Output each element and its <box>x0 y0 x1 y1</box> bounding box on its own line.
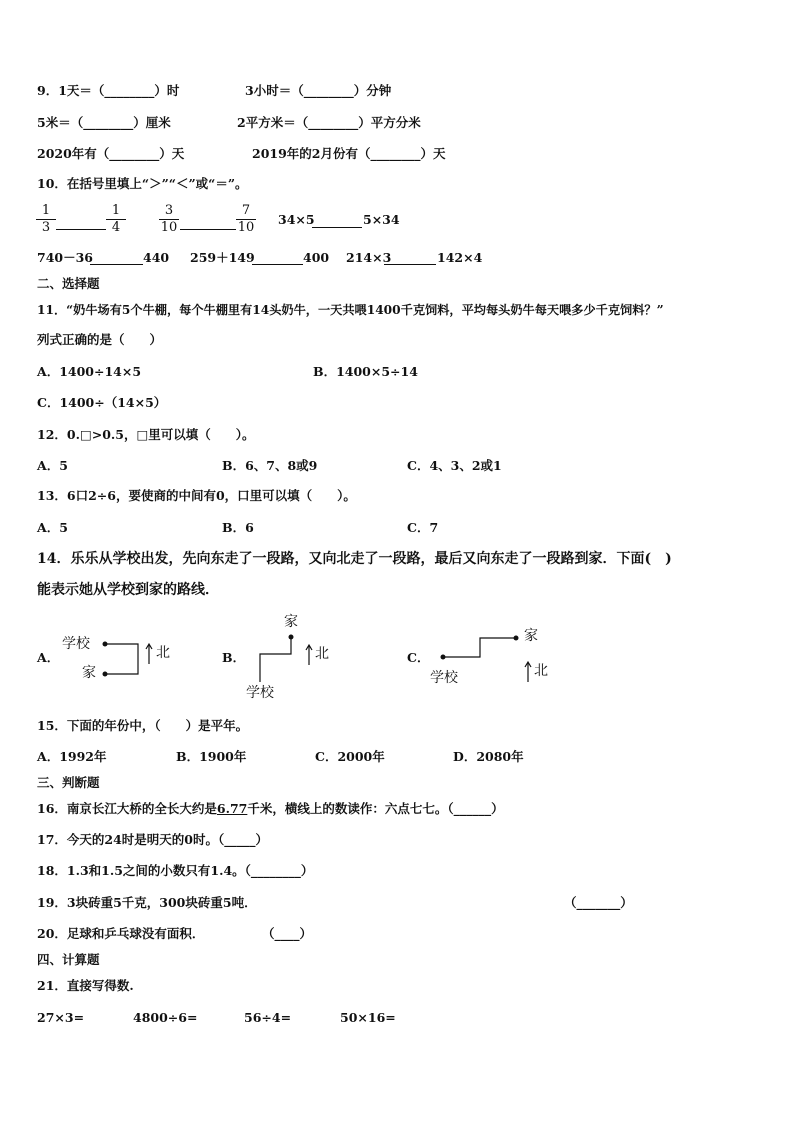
school-label: 学校 <box>430 670 458 686</box>
q11-option-b[interactable]: B．1400×5÷14 <box>313 364 418 379</box>
home-label: 家 <box>82 665 96 681</box>
fraction-1-3 <box>36 203 56 236</box>
fraction-denominator: 4 <box>111 220 121 235</box>
answer-blank[interactable] <box>56 229 106 230</box>
q11-stem: 11．“奶牛场有5个牛棚，每个牛棚里有14头奶牛，一天共喂1400千克饲料，平均每头奶牛每天喂多少千克饲料？” <box>37 303 664 317</box>
q17-stem: 17．今天的24时是明天的0时。（_____） <box>37 832 268 847</box>
route-diagram-a <box>98 638 148 678</box>
q10-row2-item3-right: 142×4 <box>437 250 483 265</box>
fraction-numerator: 7 <box>236 203 256 220</box>
q13-option-c[interactable]: C．7 <box>407 520 439 535</box>
q10-expr-b: 5×34 <box>363 212 400 227</box>
fraction-denominator: 10 <box>237 220 255 235</box>
q16-stem-post: 千米，横线上的数读作：六点七七。（______） <box>247 801 504 816</box>
answer-blank[interactable] <box>252 264 303 265</box>
q9-row1-right: 3小时＝（________）分钟 <box>245 83 392 98</box>
route-diagram-b <box>255 632 300 684</box>
q21-item-1: 27×3= <box>37 1010 85 1025</box>
q10-row2-item2-left: 259＋149 <box>190 250 255 265</box>
q11-option-a[interactable]: A．1400÷14×5 <box>37 364 142 379</box>
north-label: 北 <box>534 663 548 679</box>
fraction-denominator: 10 <box>160 220 178 235</box>
fraction-numerator: 3 <box>159 203 179 220</box>
north-arrow-icon <box>304 643 314 667</box>
q20-answer-paren[interactable]: （____） <box>262 926 313 941</box>
section-2-heading: 二、选择题 <box>37 276 100 291</box>
fraction-denominator: 3 <box>41 220 51 235</box>
answer-blank[interactable] <box>312 227 362 228</box>
q21-item-3: 56÷4= <box>244 1010 292 1025</box>
q13-option-b[interactable]: B．6 <box>222 520 254 535</box>
q15-option-c[interactable]: C．2000年 <box>315 749 385 764</box>
q16-underlined-number: 6.77 <box>216 801 248 816</box>
q15-option-d[interactable]: D．2080年 <box>453 749 524 764</box>
north-label: 北 <box>156 645 170 661</box>
home-label: 家 <box>524 628 538 644</box>
fraction-3-10 <box>159 203 179 236</box>
q21-item-2: 4800÷6= <box>133 1010 198 1025</box>
q12-option-a[interactable]: A．5 <box>37 458 68 473</box>
fraction-numerator: 1 <box>106 203 126 220</box>
q15-option-b[interactable]: B．1900年 <box>176 749 247 764</box>
north-label: 北 <box>315 646 329 662</box>
answer-blank[interactable] <box>180 229 236 230</box>
q9-row3-left: 2020年有（________）天 <box>37 146 185 161</box>
q9-row3-right: 2019年的2月份有（________）天 <box>252 146 446 161</box>
school-label: 学校 <box>246 685 274 701</box>
fraction-7-10 <box>236 203 256 236</box>
q10-row2-item2-right: 400 <box>303 250 330 265</box>
q14-option-c-label[interactable]: C． <box>407 650 430 665</box>
q20-stem: 20．足球和乒乓球没有面积． <box>37 926 205 941</box>
q15-option-a[interactable]: A．1992年 <box>37 749 107 764</box>
q10-row2-item1-right: 440 <box>143 250 170 265</box>
q12-stem: 12．0.□>0.5，□里可以填（ ）。 <box>37 427 255 442</box>
q10-row2-item1-left: 740－36 <box>37 250 93 265</box>
north-arrow-icon <box>144 642 154 666</box>
route-diagram-c <box>438 630 523 664</box>
home-label: 家 <box>284 614 298 630</box>
fraction-1-4 <box>106 203 126 236</box>
answer-blank[interactable] <box>90 264 143 265</box>
q18-stem: 18．1.3和1.5之间的小数只有1.4。（________） <box>37 863 314 878</box>
q9-row1-left: 9．1天＝（________）时 <box>37 83 180 98</box>
q19-stem: 19．3块砖重5千克，300块砖重5吨． <box>37 895 257 910</box>
q15-stem: 15．下面的年份中，（ ）是平年。 <box>37 718 249 733</box>
q12-option-b[interactable]: B．6、7、8或9 <box>222 458 318 473</box>
q12-option-c[interactable]: C．4、3、2或1 <box>407 458 502 473</box>
section-3-heading: 三、判断题 <box>37 775 100 790</box>
answer-blank[interactable] <box>384 264 436 265</box>
q9-row2-left: 5米＝（________）厘米 <box>37 115 171 130</box>
q19-answer-paren[interactable]: （_______） <box>564 895 633 910</box>
q16-stem-pre: 16．南京长江大桥的全长大约是 <box>37 801 217 816</box>
q9-row2-right: 2平方米＝（________）平方分米 <box>237 115 421 130</box>
q14-stem-line2: 能表示她从学校到家的路线． <box>37 582 219 598</box>
north-arrow-icon <box>523 660 533 684</box>
section-4-heading: 四、计算题 <box>37 952 100 967</box>
q14-stem: 14．乐乐从学校出发，先向东走了一段路，又向北走了一段路，最后又向东走了一段路到家．下面( ) <box>37 551 672 567</box>
q21-stem: 21．直接写得数. <box>37 978 134 993</box>
q11-stem-line2: 列式正确的是（ ） <box>37 332 163 347</box>
q13-stem: 13．6口2÷6，要使商的中间有0，口里可以填（ ）。 <box>37 488 356 503</box>
q14-option-b-label[interactable]: B． <box>222 650 246 665</box>
school-label: 学校 <box>62 636 90 652</box>
q10-row2-item3-left: 214×3 <box>346 250 392 265</box>
q14-option-a-label[interactable]: A． <box>37 650 60 665</box>
q10-title: 10．在括号里填上“＞”“＜”或“＝”。 <box>37 176 248 191</box>
q16-stem <box>37 801 504 817</box>
q11-option-c[interactable]: C．1400÷（14×5） <box>37 395 167 410</box>
fraction-numerator: 1 <box>36 203 56 220</box>
q21-item-4: 50×16= <box>340 1010 396 1025</box>
q10-expr-a: 34×5 <box>278 212 315 227</box>
q13-option-a[interactable]: A．5 <box>37 520 68 535</box>
